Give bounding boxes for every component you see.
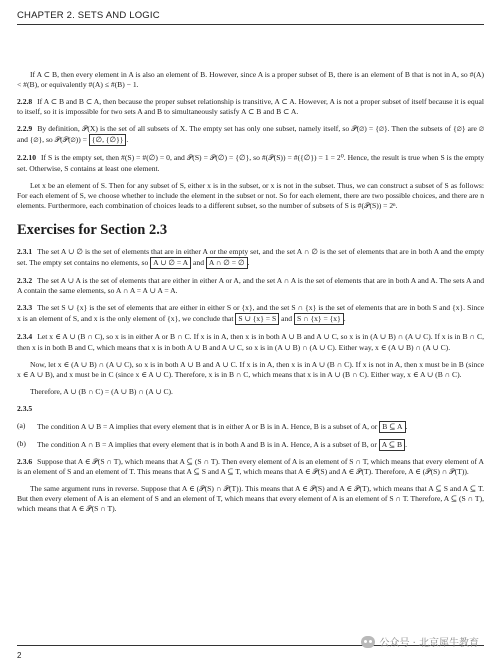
watermark	[361, 634, 479, 649]
exercise-2-3-3	[17, 303, 484, 325]
exercise-text: Suppose that A ∈ 𝒫(S ∩ T), which means that A ⊆ (S ∩ T). Then every element of A is an element of S ∩ T, which means that every element of A is an element of S and an element of T. This means that A ⊆ S and A ⊆ T, which means that A ∈ 𝒫(S) and A ∈ 𝒫(T). Therefore, A ∈ (𝒫(S) ∩ 𝒫(T)).	[17, 456, 484, 477]
exercise-number: 2.3.3	[17, 303, 33, 313]
punctuation: .	[405, 421, 408, 431]
exercise-2-3-4	[17, 332, 484, 352]
section-title: Exercises for Section 2.3	[17, 221, 168, 238]
exercise-2-2-10	[17, 153, 484, 173]
exercise-2-2-9	[17, 124, 484, 146]
watermark-text: 公众号 · 北京犀牛教育	[379, 638, 479, 649]
wechat-icon	[361, 636, 375, 648]
boxed-answer: S ∩ {x} = {x}	[294, 313, 344, 325]
exercise-2-3-6-continued: The same argument runs in reverse. Suppose that A ∈ (𝒫(S) ∩ 𝒫(T)). This means that A ∈ 𝒫(S) and A ∈ 𝒫(T), which means that A ⊆ S and A ⊆ T. But then every element of A is an element of S and an element of T, which means that every element of A is an element of S ∩ T. Therefore, A ⊆ (S ∩ T), which means that A ∈ 𝒫(S ∩ T).	[17, 484, 484, 514]
boxed-answer: A ⊆ B	[379, 439, 405, 451]
exercise-text: The set A ∪ ∅ is the set of elements that are in either A or the empty set, and the set A ∩ ∅ is the set of elements that are in both A and the empty set. The empty set contains no elements, so	[17, 247, 484, 268]
exercise-text: If S is the empty set, then #(S) = #(∅) = 0, and 𝒫(S) = 𝒫(∅) = {∅}, so #(𝒫(S)) = #({∅}) = 1 = 2⁰. Hence, the result is true when S is the empty set. Otherwise, S contains at least one element.	[17, 153, 485, 173]
boxed-answer: {∅, {∅}}	[89, 134, 127, 146]
part-body: The condition A ∪ B = A implies that every element that is in either A or B is in A. Hence, B is a subset of A, or	[37, 421, 378, 431]
exercise-text: The set A ∪ A is the set of elements that are either in either A or A, and the set A ∩ A is the set of elements that are in both A and A. The sets A and A contain the same elements, so A ∩ A = A ∪ A = A.	[17, 276, 484, 296]
boxed-answer: S ∪ {x} = S	[235, 313, 279, 325]
exercise-2-3-6	[17, 457, 484, 477]
chapter-header	[17, 10, 484, 25]
part-body: The condition A ∩ B = A implies that every element that is in both A and B is in A. Hence, A is a subset of B, or	[37, 439, 377, 449]
exercise-number: 2.3.2	[17, 276, 33, 286]
chapter-title: CHAPTER 2. SETS AND LOGIC	[17, 10, 160, 21]
part-label: (b)	[17, 438, 26, 448]
punctuation: .	[126, 135, 129, 145]
exercise-2-3-5	[17, 404, 484, 414]
page-number: 2	[17, 651, 22, 660]
page-body	[17, 70, 484, 521]
punctuation: .	[405, 439, 407, 449]
punctuation: .	[343, 314, 346, 324]
boxed-answer: B ⊆ A	[379, 421, 405, 433]
punctuation: .	[247, 258, 250, 268]
boxed-answer: A ∩ ∅ = ∅	[206, 257, 248, 269]
part-label: (a)	[17, 420, 26, 430]
exercise-part-b	[17, 439, 484, 451]
exercise-number: 2.3.5	[17, 403, 33, 413]
exercise-number: 2.2.9	[17, 124, 33, 134]
intro-paragraph: If A ⊂ B, then every element in A is also an element of B. However, since A is a proper subset of B, there is an element of B that is not in A, so #(A) < #(B), or equivalently #(A) ≤ #(B) − 1.	[17, 70, 484, 90]
exercise-text: By definition, 𝒫(X) is the set of all subsets of X. The empty set has only one subset, namely itself, so 𝒫(∅) = {∅}. Then the subsets of {∅} are ∅ and {∅}, so 𝒫(𝒫(∅)) =	[17, 124, 484, 145]
exercise-number: 2.3.6	[17, 456, 33, 466]
exercise-text: The set S ∪ {x} is the set of elements that are either in either S or {x}, and the set S ∩ {x} is the set of elements that are in both S and {x}. Since x is an element of S, and x is the only element of {x}, we conclude that	[17, 303, 484, 324]
exercise-number: 2.2.10	[17, 153, 36, 163]
exercise-number: 2.3.1	[17, 247, 33, 257]
exercise-text: If A ⊂ B and B ⊂ A, then because the proper subset relationship is transitive, A ⊂ A. However, A is not a proper subset of itself because it is equal to itself, so it is impossible for two sets A and B to simultaneously satisfy A ⊂ B and B ⊂ A.	[17, 97, 484, 117]
exercise-text: Let x ∈ A ∪ (B ∩ C), so x is in either A or B ∩ C. If x is in A, then x is in both A ∪ B and A ∪ C, so x is in (A ∪ B) ∩ (A ∪ C). If x is in B ∩ C, then x is in both B and C, which means that x is in both A ∪ B and A ∪ C, so x is in (A ∪ B) ∩ (A ∪ C). Either way, x ∈ (A ∪ B) ∩ (A ∪ C).	[17, 332, 484, 352]
exercise-part-a	[17, 421, 484, 433]
exercise-2-3-1	[17, 247, 484, 269]
body-paragraph: Let x be an element of S. Then for any subset of S, either x is in the subset, or x is not in the subset. Thus, we can construct a subset of S as follows: For each element of S, we choose whether to include the element in the subset or not. So for each element, there are two possible choices, and there are n elements. Furthermore, each combination of choices leads to a different subset, so the number of subsets of S is #(𝒫(S)) = 2ⁿ.	[17, 180, 484, 210]
part-text	[37, 421, 484, 433]
exercise-2-3-2	[17, 276, 484, 296]
exercise-2-3-4-conclusion: Therefore, A ∪ (B ∩ C) = (A ∪ B) ∩ (A ∪ C).	[30, 386, 173, 396]
exercise-number: 2.3.4	[17, 332, 33, 342]
conjunction: and	[281, 314, 293, 324]
conjunction: and	[193, 258, 205, 268]
exercise-number: 2.2.8	[17, 97, 33, 107]
part-text	[37, 439, 484, 451]
exercise-2-2-8	[17, 97, 484, 117]
boxed-answer: A ∪ ∅ = A	[150, 257, 191, 269]
exercise-2-3-4-continued: Now, let x ∈ (A ∪ B) ∩ (A ∪ C), so x is in both A ∪ B and A ∪ C. If x is in A, then x is in A ∪ (B ∩ C). If x is not in A, then x must be in B (since x ∈ A ∪ B), and x must be in C (since x ∈ A ∪ C). Therefore, x is in B ∩ C, which means that x is in A ∪ (B ∩ C). Either way, x ∈ A ∪ (B ∩ C).	[17, 359, 484, 379]
